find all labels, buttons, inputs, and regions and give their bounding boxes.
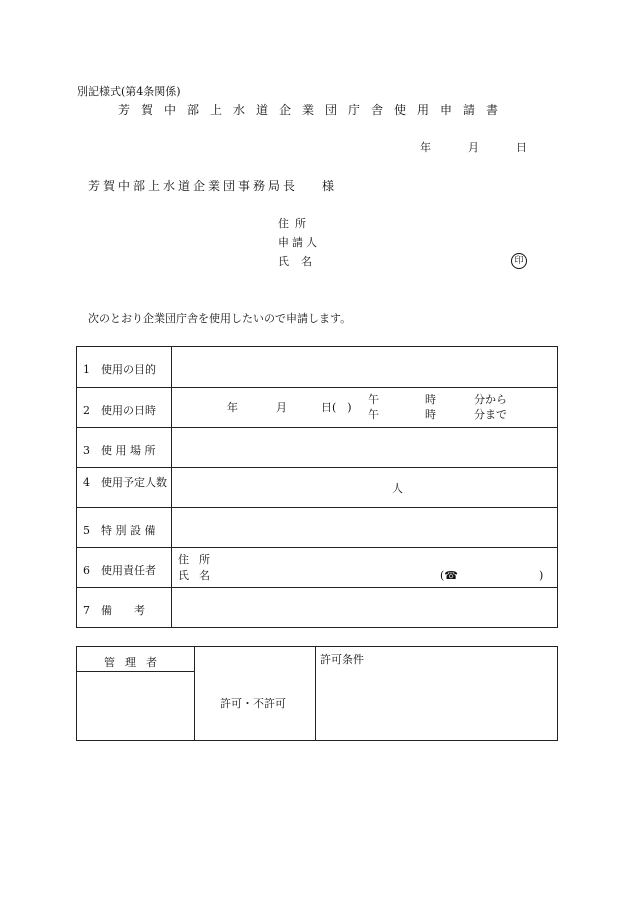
datetime-hour-start: 時	[425, 393, 436, 406]
phone-close: )	[539, 569, 544, 582]
responsible-label: 6 使用責任者	[83, 564, 156, 577]
table-row	[77, 507, 557, 547]
datetime-gozen-end: 午	[368, 408, 379, 421]
table-row	[77, 347, 557, 387]
datetime-to: 分まで	[474, 408, 507, 421]
manager-label: 管理者	[104, 656, 167, 669]
responsible-field[interactable]	[172, 548, 557, 587]
application-table	[76, 346, 558, 628]
applicant-name-label: 氏名	[278, 255, 324, 268]
responsible-address-label: 住所	[178, 553, 220, 566]
remarks-field[interactable]	[172, 588, 557, 627]
purpose-label: 1 使用の目的	[83, 363, 156, 376]
table-row	[77, 547, 557, 587]
phone-icon: (☎	[440, 569, 458, 582]
equipment-field[interactable]	[172, 508, 557, 547]
people-label: 4 使用予定人数	[83, 476, 167, 489]
applicant-label: 申請人	[278, 236, 320, 249]
date-year-label: 年	[420, 141, 431, 154]
applicant-address-label: 住所	[278, 217, 312, 230]
responsible-name-label: 氏名	[178, 569, 220, 582]
manager-column	[77, 647, 195, 740]
conditions-label: 許可条件	[320, 653, 364, 666]
datetime-gozen-start: 午	[368, 393, 379, 406]
date-month-label: 月	[468, 141, 479, 154]
intro-text: 次のとおり企業団庁舎を使用したいので申請します。	[88, 312, 352, 325]
equipment-label: 5 特 別 設 備	[83, 524, 156, 537]
place-field[interactable]	[172, 428, 557, 467]
page-title: 芳賀中部上水道企業団庁舎使用申請書	[118, 103, 510, 117]
place-label: 3 使 用 場 所	[83, 444, 156, 457]
permission-label: 許可・不許可	[220, 697, 286, 710]
approval-table	[76, 646, 558, 741]
addressee-name: 芳賀中部上水道企業団事務局長	[88, 179, 299, 193]
datetime-hour-end: 時	[425, 408, 436, 421]
datetime-from: 分から	[474, 393, 507, 406]
datetime-year: 年	[227, 401, 238, 414]
people-field[interactable]	[172, 468, 557, 507]
table-row	[77, 587, 557, 627]
date-day-label: 日	[516, 141, 527, 154]
table-row	[77, 467, 557, 507]
remarks-label: 7 備 考	[83, 604, 145, 617]
purpose-field[interactable]	[172, 347, 557, 387]
seal-icon: 印	[511, 253, 527, 269]
table-row	[77, 387, 557, 427]
table-row	[77, 427, 557, 467]
datetime-field[interactable]	[172, 388, 557, 427]
addressee-honorific: 様	[322, 179, 335, 193]
datetime-day: 日( )	[321, 401, 352, 414]
people-unit: 人	[392, 482, 403, 495]
datetime-month: 月	[276, 401, 287, 414]
form-reference: 別記様式(第4条関係)	[77, 85, 181, 98]
datetime-label: 2 使用の日時	[83, 404, 156, 417]
permission-column[interactable]	[195, 647, 316, 740]
